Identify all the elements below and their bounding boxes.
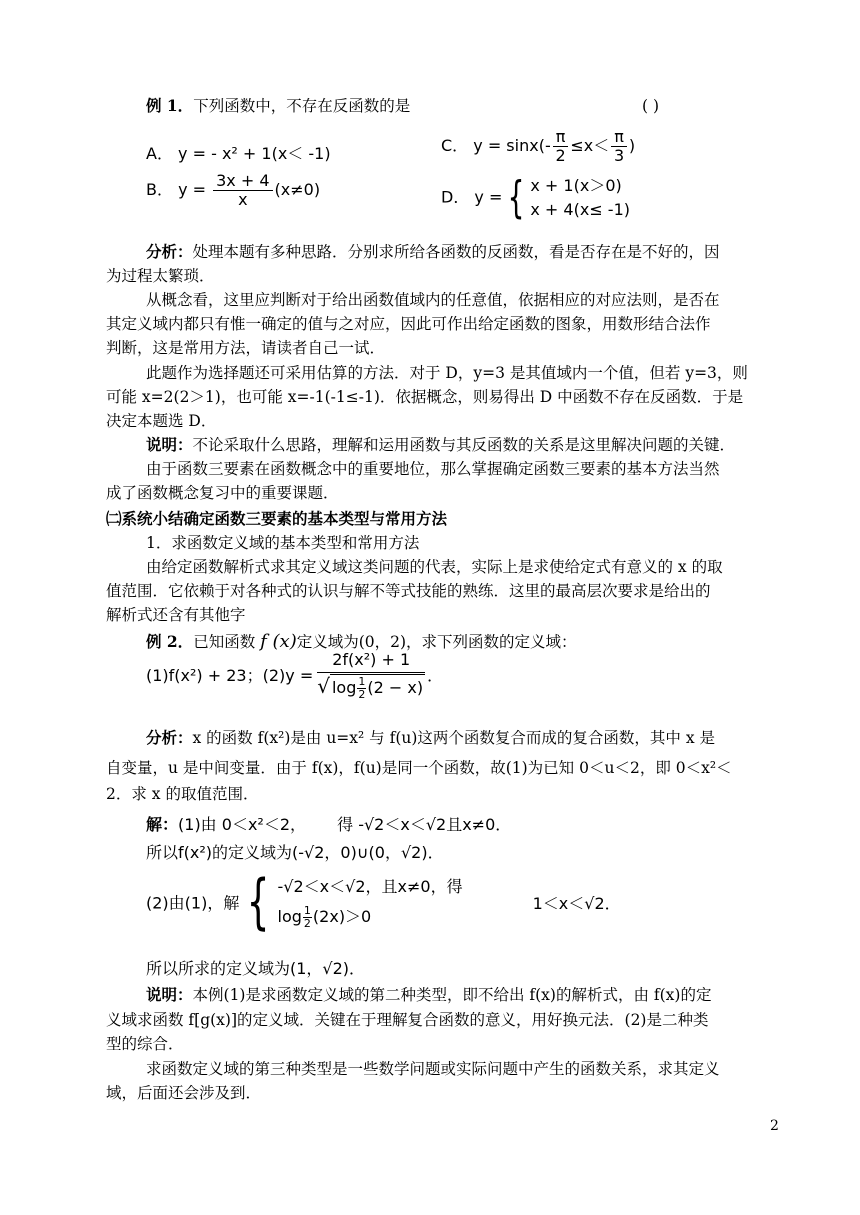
sqrt-icon: √ xyxy=(317,674,330,698)
ex2-note-line2: 义域求函数 f[g(x)]的定义域．关键在于理解复合函数的意义，用好换元法．(2)是二种类 xyxy=(106,1011,709,1029)
option-c-prefix: C． y = sinx(- xyxy=(441,136,551,155)
ex1-para2-line2: 其定义域内都只有惟一确定的值与之对应，因此可作出给定函数的图象，用数形结合法作 xyxy=(106,315,711,333)
log-arg: (2 − x) xyxy=(367,678,424,697)
solution-case2-rest: (2x)＞0 xyxy=(312,907,372,926)
example2-questions xyxy=(146,648,443,701)
ex1-note-line3: 成了函数概念复习中的重要课题． xyxy=(106,484,339,502)
solution-1a: (1)由 0＜x²＜2， xyxy=(178,815,307,834)
question-2-end: ． xyxy=(427,666,444,685)
analysis-text: 处理本题有多种思路．分别求所给各函数的反函数，看是否存在是不好的，因 xyxy=(192,243,720,261)
ex1-note-line2: 由于函数三要素在函数概念中的重要地位，那么掌握确定函数三要素的基本方法当然 xyxy=(146,460,720,478)
option-b-den: x xyxy=(238,190,248,209)
log-base-num: 1 xyxy=(358,675,366,688)
solution-case2-base-den: 2 xyxy=(303,917,311,930)
solution-case2-base xyxy=(303,905,312,930)
note-text: 不论采取什么思路，理解和运用函数与其反函数的关系是这里解决问题的关键． xyxy=(192,436,736,454)
log-text: log xyxy=(331,678,357,697)
option-b-num: 3x + 4 xyxy=(213,172,272,191)
option-d-cases xyxy=(530,174,630,222)
solution-case2-log: log xyxy=(277,907,302,926)
answer-blank: ( ) xyxy=(642,97,660,115)
solution-3b: 1＜x＜√2． xyxy=(532,893,621,913)
example1-question: 下列函数中，不存在反函数的是 xyxy=(193,97,411,115)
ex2-note-label: 说明： xyxy=(146,985,193,1004)
solution-case2 xyxy=(278,902,463,932)
option-b-frac xyxy=(213,172,272,209)
ex2-analysis-label: 分析： xyxy=(146,728,193,747)
ex1-para2-line1: 从概念看，这里应判断对于给出函数值域内的任意值，依据相应的对应法则，是否在 xyxy=(146,291,720,309)
ex1-note-line1 xyxy=(146,433,786,457)
question-2-num: 2f(x²) + 1 xyxy=(317,648,425,673)
question-1: (1)f(x²) + 23；(2)y = xyxy=(146,666,314,685)
last-para-line2: 域，后面还会涉及到． xyxy=(106,1084,262,1102)
option-c-frac2-num: π xyxy=(611,128,627,147)
ex2-note-text: 本例(1)是求函数定义域的第二种类型，即不给出 f(x)的解析式，由 f(x)的定 xyxy=(192,986,712,1004)
ex2-analysis-line3: 2．求 x 的取值范围． xyxy=(106,785,259,803)
example2-stmt-b: 定义域为(0，2)，求下列函数的定义域： xyxy=(296,633,577,651)
option-d-case1: x + 1(x＞0) xyxy=(530,176,622,195)
solution-line4: 所以所求的定义域为(1，√2)． xyxy=(146,959,366,978)
option-b-suffix: (x≠0) xyxy=(274,180,321,199)
log-base xyxy=(357,676,366,701)
ex2-analysis-text: x 的函数 f(x²)是由 u=x² 与 f(u)这两个函数复合而成的复合函数，其中 x 是 xyxy=(192,729,716,747)
ex1-para3-line2: 可能 x=2(2＞1)，也可能 x=-1(-1≤-1)．依据概念，则易得出 D 中函数不存在反函数．于是 xyxy=(106,388,744,406)
note-label: 说明： xyxy=(146,435,193,454)
example2-stmt-a: 已知函数 xyxy=(193,633,256,651)
solution-1b: 得 -√2＜x＜√2且x≠0． xyxy=(337,815,512,834)
section-p2: 值范围．它依赖于对各种式的认识与解不等式技能的熟练．这里的最高层次要求是给出的 xyxy=(106,582,711,600)
question-2-den xyxy=(317,673,425,701)
solution-line3 xyxy=(146,867,621,937)
option-d-prefix: D． y = xyxy=(441,187,503,207)
option-a: A． y = - x² + 1(x＜ -1) xyxy=(146,144,331,163)
example1-line xyxy=(146,94,786,118)
example1-title: 例 1． xyxy=(146,96,194,115)
ex2-analysis-line1 xyxy=(146,726,786,750)
option-b-prefix: B． y = xyxy=(146,180,212,199)
option-d-case2: x + 4(x≤ -1) xyxy=(530,200,630,219)
option-d xyxy=(441,174,630,222)
solution-case2-base-num: 1 xyxy=(303,904,311,917)
sqrt-body xyxy=(330,674,425,701)
ex1-analysis-line1 xyxy=(146,240,786,264)
solution-3a: (2)由(1)，解 xyxy=(146,893,240,913)
last-para-line1: 求函数定义域的第三种类型是一些数学问题或实际问题中产生的函数关系，求其定义 xyxy=(146,1060,720,1078)
ex1-analysis-line2: 为过程太繁琐． xyxy=(106,267,215,285)
question-2-frac xyxy=(317,648,425,701)
section-sub1: 1．求函数定义域的基本类型和常用方法 xyxy=(146,534,420,552)
example2-title: 例 2． xyxy=(146,632,194,651)
option-c-mid: ≤x＜ xyxy=(570,136,610,155)
option-b xyxy=(146,172,320,209)
log-base-den: 2 xyxy=(358,688,366,701)
solution-line2: 所以f(x²)的定义域为(-√2，0)∪(0，√2)． xyxy=(146,843,444,862)
left-brace-icon: { xyxy=(507,172,525,223)
ex2-analysis-line2: 自变量，u 是中间变量．由于 f(x)，f(u)是同一个函数，故(1)为已知 0＜u＜2，即 0＜x²＜ xyxy=(106,759,732,777)
ex2-note-line1 xyxy=(146,983,786,1007)
option-c-suffix: ) xyxy=(628,136,636,155)
ex1-para2-line3: 判断，这是常用方法，请读者自己一试． xyxy=(106,339,386,357)
option-c-frac1-num: π xyxy=(553,128,569,147)
option-c-frac2 xyxy=(611,128,627,165)
ex2-note-line3: 型的综合． xyxy=(106,1035,184,1053)
option-c xyxy=(441,128,635,165)
option-c-frac2-den: 3 xyxy=(613,146,625,165)
ex1-para3-line3: 决定本题选 D． xyxy=(106,412,217,430)
section-heading: ㈡系统小结确定函数三要素的基本类型与常用方法 xyxy=(106,509,448,528)
function-f-symbol: f (x) xyxy=(260,631,297,652)
left-brace-icon: { xyxy=(246,867,270,937)
solution-label: 解： xyxy=(146,815,179,834)
section-p3: 解析式还含有其他字 xyxy=(106,606,246,624)
section-p1: 由给定函数解析式求其定义域这类问题的代表，实际上是求使给定式有意义的 x 的取 xyxy=(146,558,723,576)
page-number: 2 xyxy=(770,1118,779,1134)
option-c-frac1-den: 2 xyxy=(555,146,566,165)
solution-line1 xyxy=(146,812,511,835)
solution-cases xyxy=(278,872,463,932)
option-c-frac1 xyxy=(553,128,569,165)
solution-case1: -√2＜x＜√2，且x≠0，得 xyxy=(277,877,463,896)
ex1-para3-line1: 此题作为选择题还可采用估算的方法．对于 D，y=3 是其值域内一个值，但若 y=3，则 xyxy=(146,364,748,382)
analysis-label: 分析： xyxy=(146,242,193,261)
